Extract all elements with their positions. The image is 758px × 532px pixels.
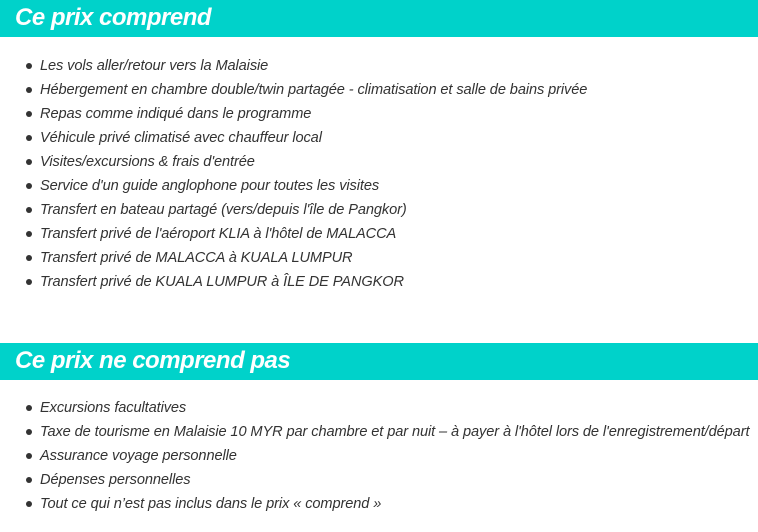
- list-item: [0, 174, 587, 198]
- excluded-title: Ce prix ne comprend pas: [15, 347, 291, 374]
- list-item-text: Transfert privé de MALACCA à KUALA LUMPUR: [40, 250, 353, 266]
- list-item: [0, 102, 587, 126]
- bullet-icon: [26, 501, 32, 507]
- list-item: [0, 198, 587, 222]
- list-item-text: Transfert privé de l'aéroport KLIA à l'hôtel de MALACCA: [40, 226, 397, 242]
- bullet-icon: [26, 63, 32, 69]
- list-item-text: Taxe de tourisme en Malaisie 10 MYR par chambre et par nuit – à payer à l'hôtel lors de l'enregistrement/départ: [40, 424, 750, 440]
- bullet-icon: [26, 279, 32, 285]
- list-item: [0, 420, 749, 444]
- bullet-icon: [26, 159, 32, 165]
- excluded-list: [0, 396, 749, 516]
- list-item: [0, 492, 749, 516]
- list-item: [0, 270, 587, 294]
- bullet-icon: [26, 87, 32, 93]
- bullet-icon: [26, 135, 32, 141]
- list-item: [0, 150, 587, 174]
- list-item-text: Service d'un guide anglophone pour toutes les visites: [40, 178, 380, 194]
- list-item: [0, 396, 749, 420]
- list-item: [0, 222, 587, 246]
- list-item-text: Dépenses personnelles: [40, 472, 191, 488]
- bullet-icon: [26, 453, 32, 459]
- bullet-icon: [26, 183, 32, 189]
- list-item-text: Transfert privé de KUALA LUMPUR à ÎLE DE PANGKOR: [40, 274, 404, 290]
- list-item-text: Transfert en bateau partagé (vers/depuis l'île de Pangkor): [40, 202, 407, 218]
- list-item-text: Repas comme indiqué dans le programme: [40, 106, 312, 122]
- included-header: [0, 0, 758, 37]
- list-item-text: Véhicule privé climatisé avec chauffeur local: [40, 130, 322, 146]
- list-item-text: Excursions facultatives: [40, 400, 187, 416]
- included-title: Ce prix comprend: [15, 4, 212, 31]
- list-item-text: Assurance voyage personnelle: [40, 448, 237, 464]
- list-item: [0, 444, 749, 468]
- bullet-icon: [26, 231, 32, 237]
- bullet-icon: [26, 477, 32, 483]
- list-item-text: Les vols aller/retour vers la Malaisie: [40, 58, 269, 74]
- list-item: [0, 468, 749, 492]
- bullet-icon: [26, 255, 32, 261]
- list-item: [0, 246, 587, 270]
- included-list: [0, 54, 587, 294]
- list-item: [0, 126, 587, 150]
- list-item: [0, 54, 587, 78]
- list-item: [0, 78, 587, 102]
- excluded-header: [0, 343, 758, 380]
- list-item-text: Hébergement en chambre double/twin partagée - climatisation et salle de bains privée: [40, 82, 588, 98]
- bullet-icon: [26, 207, 32, 213]
- list-item-text: Visites/excursions & frais d'entrée: [40, 154, 255, 170]
- bullet-icon: [26, 111, 32, 117]
- bullet-icon: [26, 429, 32, 435]
- bullet-icon: [26, 405, 32, 411]
- list-item-text: Tout ce qui n’est pas inclus dans le prix « comprend »: [40, 496, 382, 512]
